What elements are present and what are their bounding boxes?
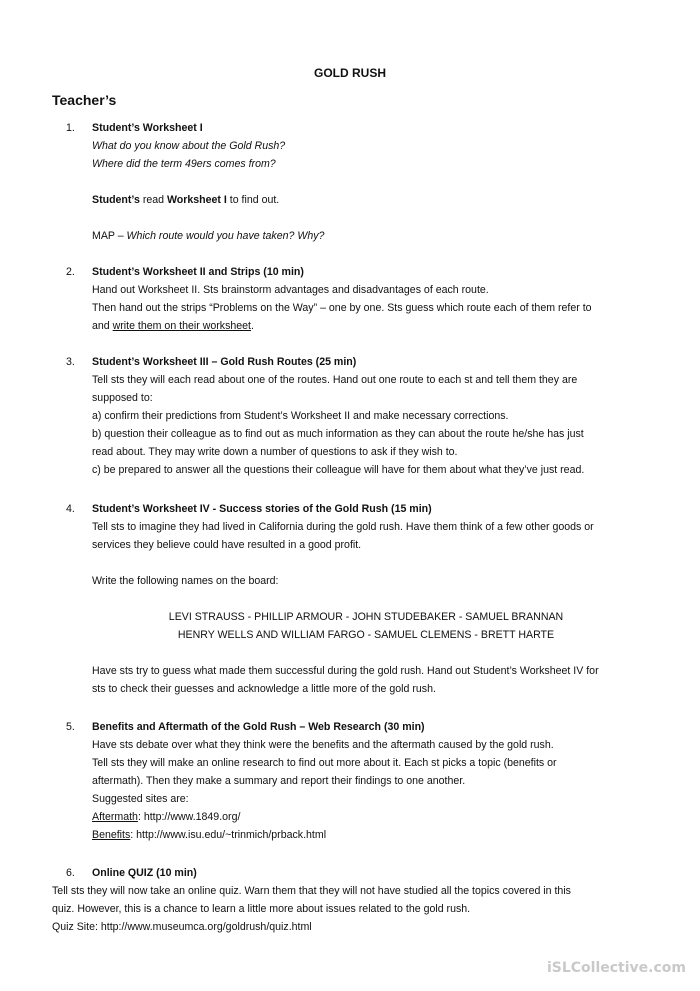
benefits-link-line [92,826,666,844]
names-line: LEVI STRAUSS - PHILLIP ARMOUR - JOHN STUDEBAKER - SAMUEL BRANNAN [168,611,564,623]
body-line: Then hand out the strips “Problems on the Way” – one by one. Sts guess which route each of them refer to [92,302,592,314]
section-number: 6. [66,867,75,879]
section-number: 3. [66,356,75,368]
names-line: HENRY WELLS AND WILLIAM FARGO - SAMUEL CLEMENS - BRETT HARTE [177,629,555,641]
section-4 [66,500,666,698]
quiz-site-line[interactable]: Quiz Site: http://www.museumca.org/goldrush/quiz.html [52,921,312,933]
section-title: Student’s Worksheet II and Strips (10 min) [92,266,304,278]
body-line: Tell sts to imagine they had lived in California during the gold rush. Have them think of a few other goods or [92,521,594,533]
body-line: supposed to: [92,392,153,404]
section-3 [66,353,666,479]
watermark-logo: iSLCollective.com [546,960,686,976]
body-line: Tell sts they will now take an online quiz. Warn them that they will not have studied all the topics covered in this [52,885,571,897]
body-line: services they believe could have resulted in a good profit. [92,539,362,551]
read-part: read [139,194,167,206]
body-line: Write the following names on the board: [92,575,279,587]
section-5 [66,718,666,844]
section-2 [66,263,666,335]
section-6-body [52,882,662,936]
teachers-heading: Teacher’s [52,92,117,108]
section-1 [66,119,666,245]
document-title: GOLD RUSH [314,66,386,80]
section-number: 5. [66,721,75,733]
body-line: Have sts debate over what they think were the benefits and the aftermath caused by the gold rush. [92,739,554,751]
section-number: 1. [66,122,75,134]
body-line: b) question their colleague as to find out as much information as they can about the route he/she has just [92,428,584,440]
text-part: and [92,320,113,332]
body-line: c) be prepared to answer all the questions their colleague will have for them about what they’ve just read. [92,464,585,476]
body-line: aftermath). Then they make a summary and report their findings to one another. [92,775,466,787]
benefits-url[interactable]: : http://www.isu.edu/~trinmich/prback.html [130,829,327,841]
underlined-text: write them on their worksheet [112,320,251,332]
section-6 [66,864,666,882]
section-title: Online QUIZ (10 min) [92,867,197,879]
section-title: Benefits and Aftermath of the Gold Rush – Web Research (30 min) [92,721,425,733]
section-number: 2. [66,266,75,278]
body-line: sts to check their guesses and acknowledge a little more of the gold rush. [92,683,436,695]
body-line: Tell sts they will make an online research to find out more about it. Each st picks a topic (benefits or [92,757,557,769]
read-part-bold: Worksheet I [166,194,227,206]
body-line: read about. They may write down a number of questions to ask if they wish to. [92,446,458,458]
benefits-label: Benefits [92,829,131,841]
question-line: Where did the term 49ers comes from? [92,158,276,170]
body-line: Have sts try to guess what made them successful during the gold rush. Hand out Student’s Worksheet IV for [92,665,599,677]
map-instruction [92,227,666,245]
question-line: What do you know about the Gold Rush? [92,140,286,152]
aftermath-label: Aftermath [92,811,138,823]
read-part-bold: Student’s [92,194,140,206]
section-title: Student’s Worksheet IV - Success stories of the Gold Rush (15 min) [92,503,432,515]
body-line [92,317,666,335]
aftermath-link-line [92,808,666,826]
aftermath-url[interactable]: : http://www.1849.org/ [137,811,241,823]
section-title: Student’s Worksheet III – Gold Rush Routes (25 min) [92,356,357,368]
read-instruction [92,191,666,209]
body-line: Tell sts they will each read about one of the routes. Hand out one route to each st and tell them they are [92,374,578,386]
section-number: 4. [66,503,75,515]
section-title: Student’s Worksheet I [92,122,203,134]
body-line: Hand out Worksheet II. Sts brainstorm advantages and disadvantages of each route. [92,284,489,296]
text-part: . [251,320,254,332]
read-part: to find out. [226,194,280,206]
body-line: Suggested sites are: [92,793,189,805]
body-line: a) confirm their predictions from Student’s Worksheet II and make necessary corrections. [92,410,509,422]
map-label: MAP – [92,230,127,242]
body-line: quiz. However, this is a chance to learn a little more about issues related to the gold rush. [52,903,471,915]
map-question: Which route would you have taken? Why? [126,230,325,242]
